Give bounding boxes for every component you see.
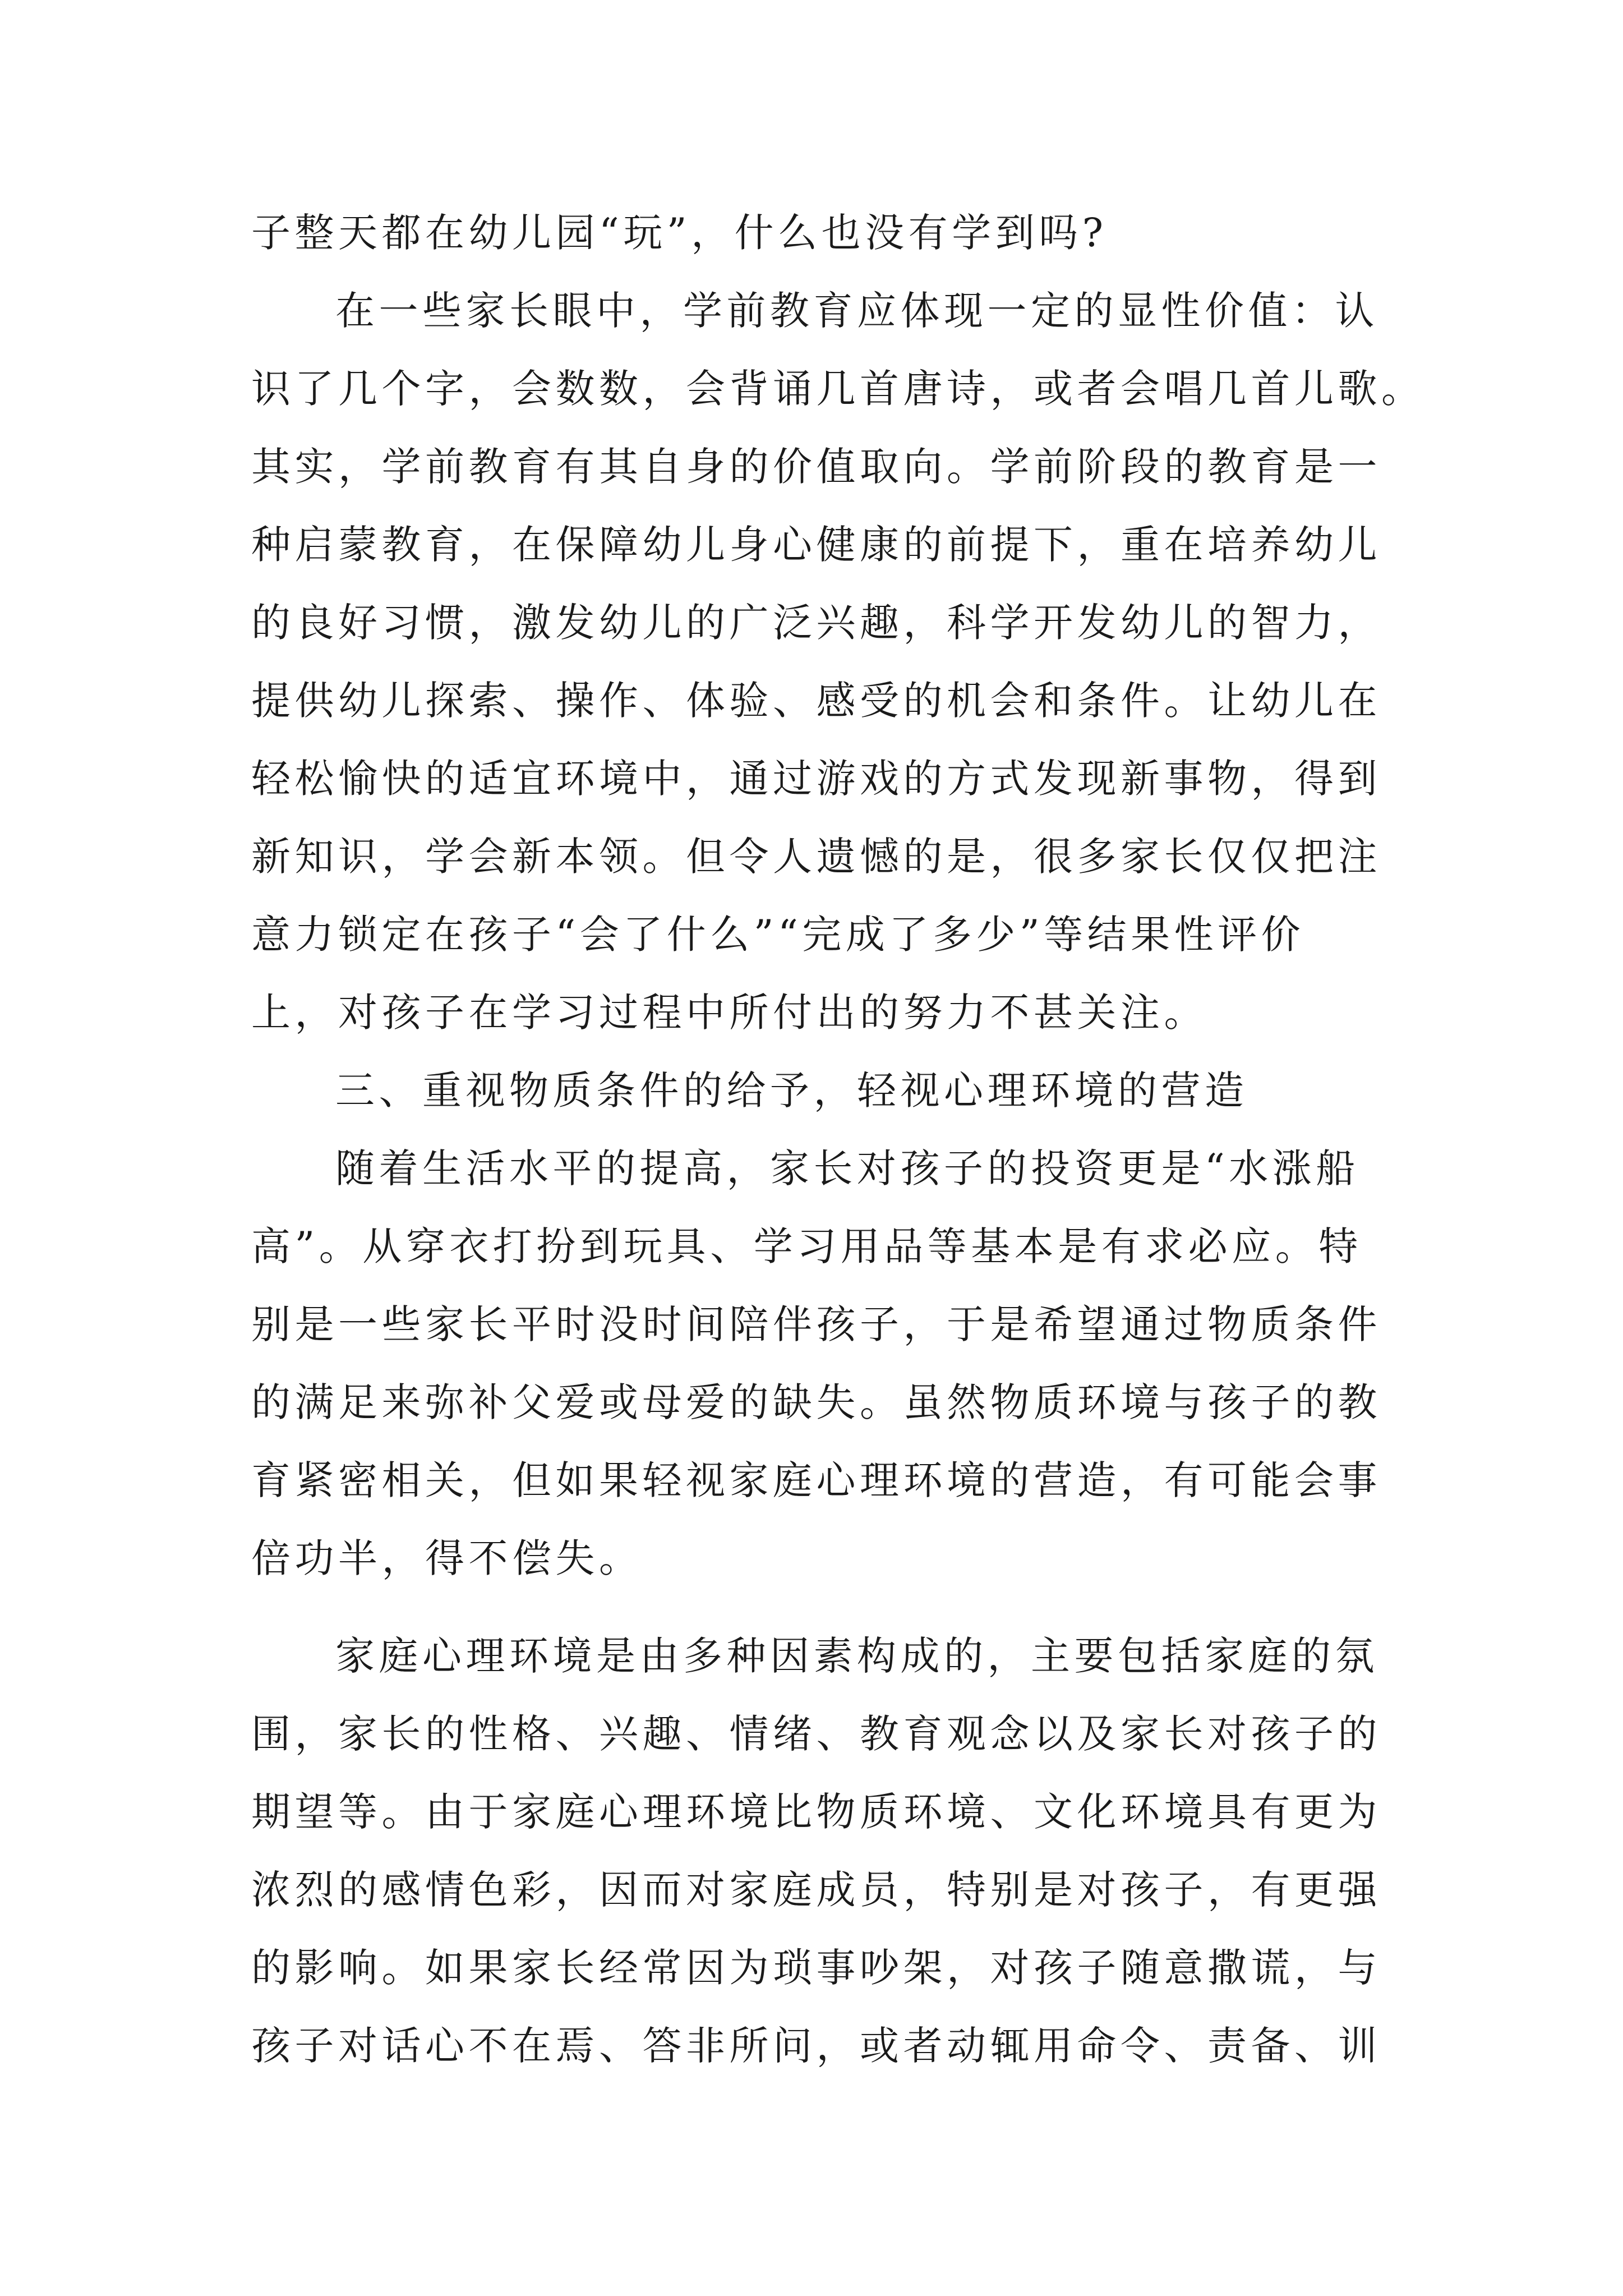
text-line: 孩子对话心不在焉、答非所问，或者动辄用命令、责备、训 bbox=[251, 2023, 1381, 2069]
text-line: 育紧密相关，但如果轻视家庭心理环境的营造，有可能会事 bbox=[251, 1457, 1381, 1503]
text-line: 种启蒙教育，在保障幼儿身心健康的前提下，重在培养幼儿 bbox=[251, 522, 1381, 568]
text-line: 识了几个字，会数数，会背诵几首唐诗，或者会唱几首儿歌。 bbox=[251, 366, 1425, 412]
text-line: 意力锁定在孩子“会了什么”“完成了多少”等结果性评价 bbox=[251, 912, 1305, 958]
text-line: 家庭心理环境是由多种因素构成的，主要包括家庭的氛 bbox=[335, 1633, 1378, 1679]
text-line: 的满足来弥补父爱或母爱的缺失。虽然物质环境与孩子的教 bbox=[251, 1379, 1381, 1425]
text-line: 子整天都在幼儿园“玩”，什么也没有学到吗? bbox=[251, 210, 1108, 256]
text-line: 期望等。由于家庭心理环境比物质环境、文化环境具有更为 bbox=[251, 1789, 1381, 1835]
text-line: 在一些家长眼中，学前教育应体现一定的显性价值：认 bbox=[335, 288, 1378, 334]
text-line: 新知识，学会新本领。但令人遗憾的是，很多家长仅仅把注 bbox=[251, 834, 1381, 880]
text-line: 的影响。如果家长经常因为琐事吵架，对孩子随意撒谎，与 bbox=[251, 1945, 1381, 1991]
text-line: 提供幼儿探索、操作、体验、感受的机会和条件。让幼儿在 bbox=[251, 678, 1381, 724]
text-line: 随着生活水平的提高，家长对孩子的投资更是“水涨船 bbox=[335, 1145, 1359, 1191]
text-line: 的良好习惯，激发幼儿的广泛兴趣，科学开发幼儿的智力， bbox=[251, 600, 1381, 646]
text-line: 别是一些家长平时没时间陪伴孩子，于是希望通过物质条件 bbox=[251, 1301, 1381, 1347]
text-line: 高”。从穿衣打扮到玩具、学习用品等基本是有求必应。特 bbox=[251, 1223, 1362, 1269]
text-line: 浓烈的感情色彩，因而对家庭成员，特别是对孩子，有更强 bbox=[251, 1867, 1381, 1913]
text-line: 围，家长的性格、兴趣、情绪、教育观念以及家长对孩子的 bbox=[251, 1711, 1381, 1757]
text-line: 上，对孩子在学习过程中所付出的努力不甚关注。 bbox=[251, 990, 1207, 1036]
section-heading: 三、重视物质条件的给予，轻视心理环境的营造 bbox=[335, 1068, 1248, 1114]
text-line: 其实，学前教育有其自身的价值取向。学前阶段的教育是一 bbox=[251, 444, 1381, 490]
text-line: 倍功半，得不偿失。 bbox=[251, 1535, 643, 1581]
text-line: 轻松愉快的适宜环境中，通过游戏的方式发现新事物，得到 bbox=[251, 756, 1381, 802]
